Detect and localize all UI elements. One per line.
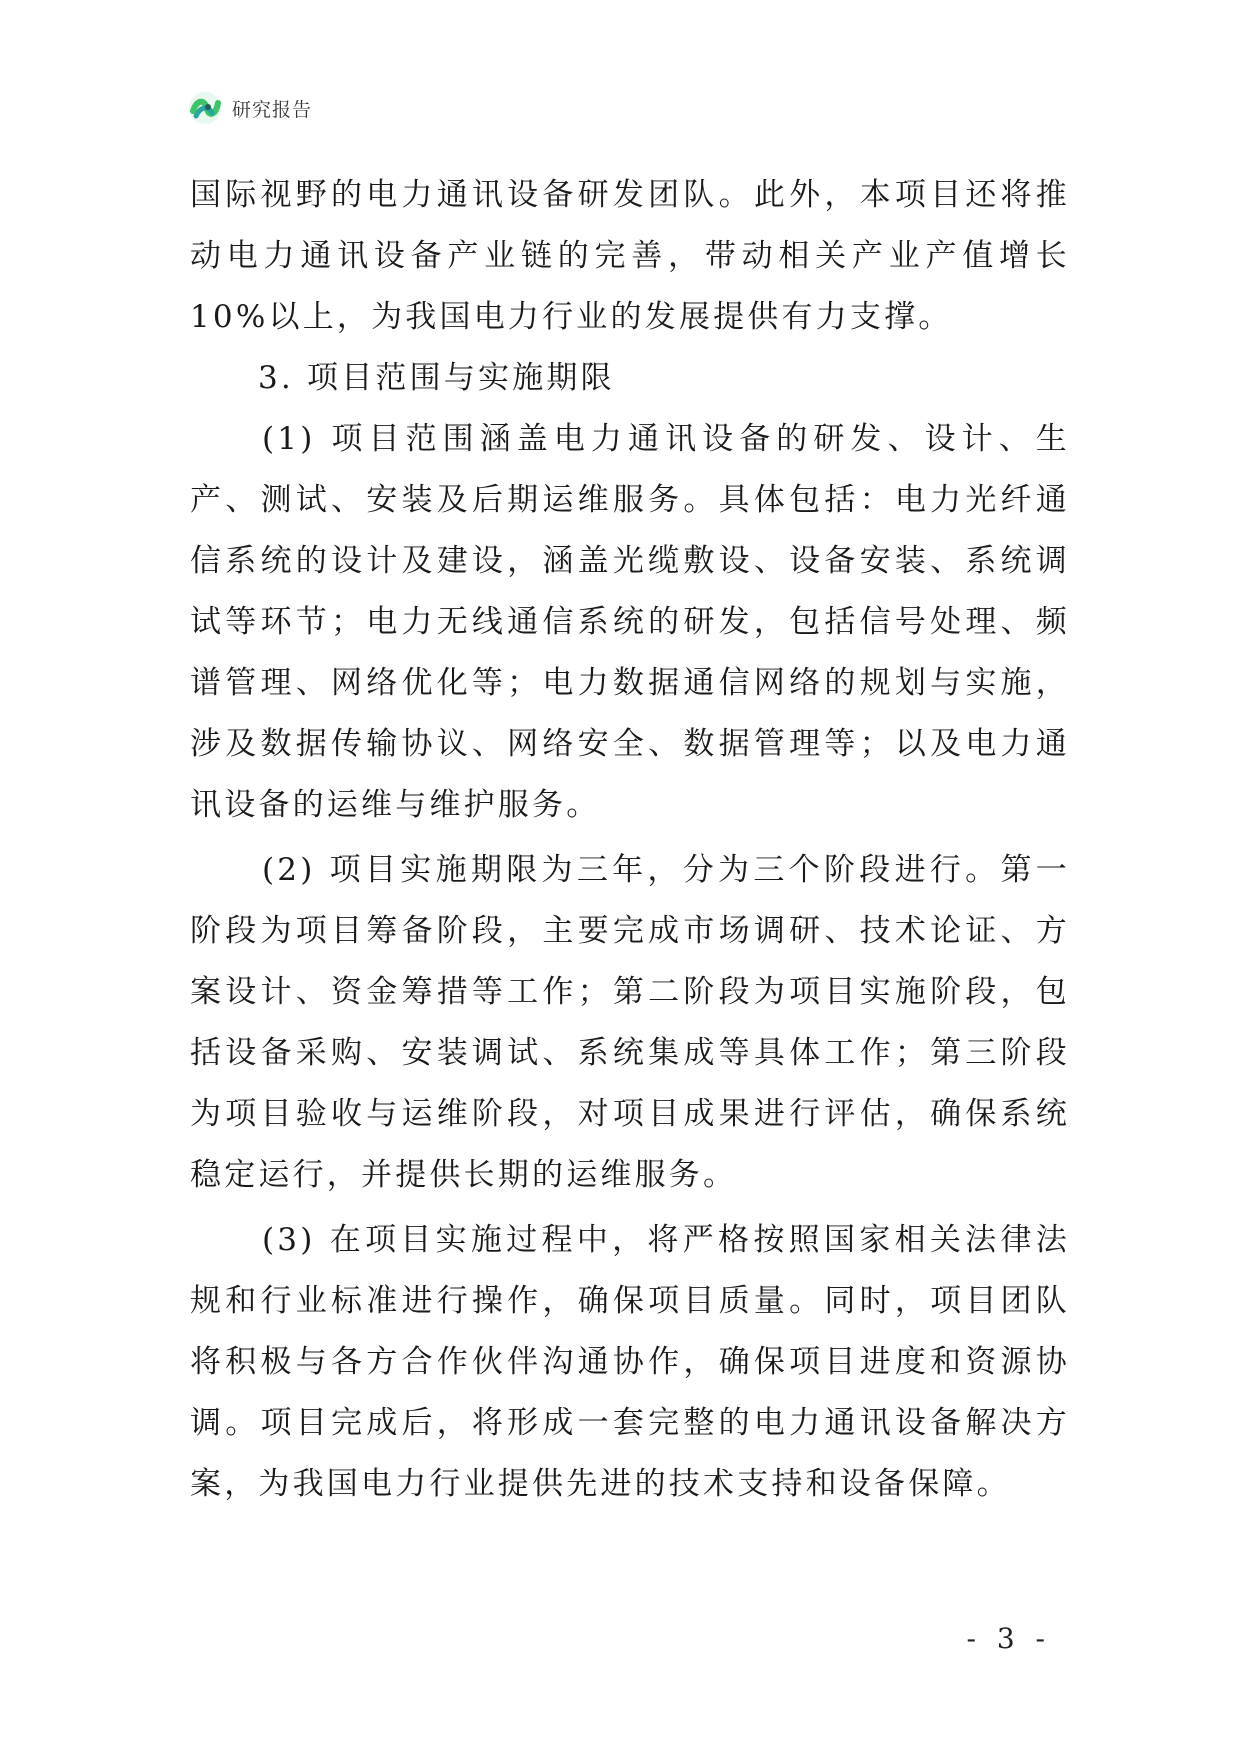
paragraph-3: (3) 在项目实施过程中，将严格按照国家相关法律法规和行业标准进行操作，确保项目质量。同时，项目团队将积极与各方合作伙伴沟通协作，确保项目进度和资源协调。项目完成后，将形成一套完整的电力通讯设备解决方案，为我国电力行业提供先进的技术支持和设备保障。 [190,1222,1070,1502]
section-heading: 3. 项目范围与实施期限 [258,360,615,396]
leaf-logo-icon [188,91,222,125]
page-header [188,88,312,128]
paragraph-1: (1) 项目范围涵盖电力通讯设备的研发、设计、生产、测试、安装及后期运维服务。具体包括：电力光纤通信系统的设计及建设，涵盖光缆敷设、设备安装、系统调试等环节；电力无线通信系统的研发，包括信号处理、频谱管理、网络优化等；电力数据通信网络的规划与实施，涉及数据传输协议、网络安全、数据管理等；以及电力通讯设备的运维与维护服务。 [190,421,1070,823]
document-body [190,165,1070,1515]
page-number: - 3 - [966,1622,1051,1655]
report-label: 研究报告 [232,98,313,121]
intro-paragraph: 国际视野的电力通讯设备研发团队。此外，本项目还将推动电力通讯设备产业链的完善，带动相关产业产值增长10%以上，为我国电力行业的发展提供有力支撑。 [190,177,1070,335]
paragraph-2: (2) 项目实施期限为三年，分为三个阶段进行。第一阶段为项目筹备阶段，主要完成市场调研、技术论证、方案设计、资金筹措等工作；第二阶段为项目实施阶段，包括设备采购、安装调试、系统集成等具体工作；第三阶段为项目验收与运维阶段，对项目成果进行评估，确保系统稳定运行，并提供长期的运维服务。 [190,852,1070,1193]
